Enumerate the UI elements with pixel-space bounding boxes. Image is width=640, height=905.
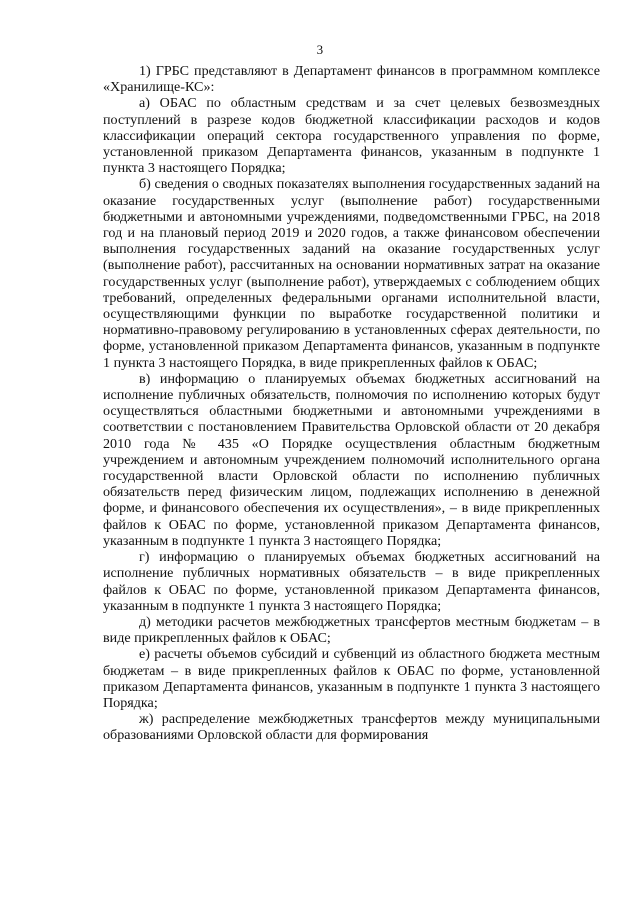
page-number: 3 — [316, 42, 324, 57]
paragraph-subitem-zh: ж) распределение межбюджетных трансфертов между муниципальными образованиями Орловской области для формирования — [103, 711, 600, 744]
paragraph-subitem-g: г) информацию о планируемых объемах бюджетных ассигнований на исполнение публичных нормативных обязательств – в виде прикрепленных файлов к ОБАС по форме, установленной приказом Департамента финансов, указанным в подпункте 1 пункта 3 настоящего Порядка; — [103, 549, 600, 614]
paragraph-subitem-d: д) методики расчетов межбюджетных трансфертов местным бюджетам – в виде прикрепленных файлов к ОБАС; — [103, 613, 600, 647]
paragraph-subitem-v: в) информацию о планируемых объемах бюджетных ассигнований на исполнение публичных обязательств, полномочия по исполнению которых будут осуществляться областными бюджетными и автономными учреждениями в соответствии с постановлением Правительства Орловской области от 20 декабря 2010 года № 435 «О Порядке осуществления областным бюджетным учреждением и автономным учреждением полномочий исполнительного органа государственной власти Орловской области по исполнению публичных обязательств перед физическим лицом, подлежащих исполнению в денежной форме, и финансового обеспечения их осуществления», – в виде прикрепленных файлов к ОБАС по форме, установленной приказом Департамента финансов, указанным в подпункте 1 пункта 3 настоящего Порядка; — [103, 370, 600, 549]
document-body — [103, 63, 600, 744]
paragraph-subitem-e: е) расчеты объемов субсидий и субвенций из областного бюджета местным бюджетам – в виде прикрепленных файлов к ОБАС по форме, установленной приказом Департамента финансов, указанным в подпункте 1 пункта 3 настоящего Порядка; — [103, 646, 600, 711]
paragraph-item-1: 1) ГРБС представляют в Департамент финансов в программном комплексе «Хранилище-КС»: — [103, 63, 600, 96]
paragraph-subitem-b: б) сведения о сводных показателях выполнения государственных заданий на оказание государственных услуг (выполнение работ) государственными бюджетными и автономными учреждениями, подведомственными ГРБС, на 2018 год и на плановый период 2019 и 2020 годов, а также финансовом обеспечении выполнения государственных заданий на оказание государственных услуг (выполнение работ), рассчитанных на основании нормативных затрат на оказание государственных услуг (выполнение работ), утверждаемых с соблюдением общих требований, определенных федеральными органами исполнительной власти, осуществляющими функции по выработке государственной политики и нормативно-правовому регулированию в установленных сферах деятельности, по форме, установленной приказом Департамента финансов, указанным в подпункте 1 пункта 3 настоящего Порядка, в виде прикрепленных файлов к ОБАС; — [103, 176, 600, 371]
paragraph-subitem-a: а) ОБАС по областным средствам и за счет целевых безвозмездных поступлений в разрезе кодов бюджетной классификации расходов и кодов классификации операций сектора государственного управления по форме, установленной приказом Департамента финансов, указанным в подпункте 1 пункта 3 настоящего Порядка; — [103, 95, 600, 177]
